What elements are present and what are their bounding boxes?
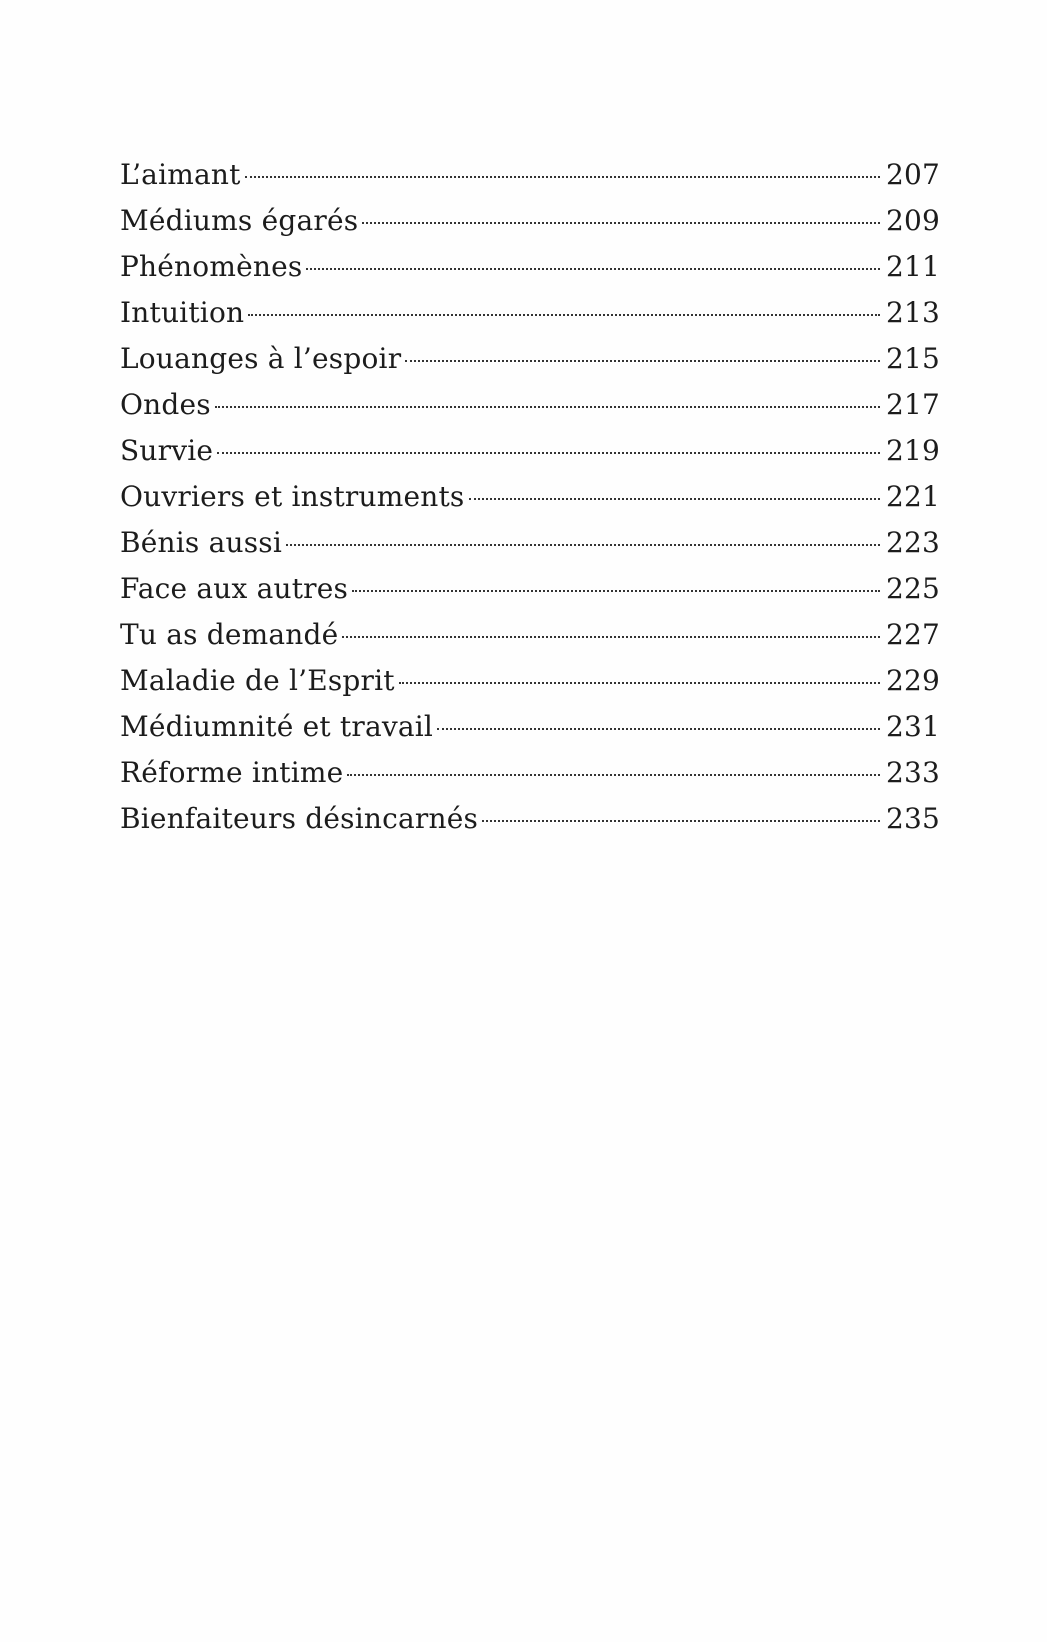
toc-entry-page: 207 [885, 158, 940, 191]
toc-entry-title: Intuition [120, 296, 245, 329]
toc-entry-page: 227 [885, 618, 940, 651]
toc-entry-title: Louanges à l’espoir [120, 342, 402, 375]
toc-entry-page: 225 [885, 572, 940, 605]
dot-leader [215, 406, 880, 408]
toc-entry [120, 382, 940, 428]
toc-entry [120, 290, 940, 336]
dot-leader [405, 360, 880, 362]
toc-entry [120, 244, 940, 290]
toc-entry [120, 198, 940, 244]
dot-leader [482, 820, 880, 822]
toc-entry-page: 235 [885, 802, 940, 835]
toc-entry-title: Réforme intime [120, 756, 344, 789]
toc-entry-title: Face aux autres [120, 572, 349, 605]
toc-entry-title: Médiumnité et travail [120, 710, 434, 743]
dot-leader [437, 728, 880, 730]
toc-entry-page: 223 [885, 526, 940, 559]
toc-entry-title: Ouvriers et instruments [120, 480, 465, 513]
toc-entry-page: 213 [885, 296, 940, 329]
toc-entry [120, 658, 940, 704]
toc-entry [120, 750, 940, 796]
dot-leader [362, 222, 880, 224]
toc-entry [120, 428, 940, 474]
dot-leader [352, 590, 880, 592]
dot-leader [306, 268, 880, 270]
dot-leader [217, 452, 880, 454]
toc-entry-page: 229 [885, 664, 940, 697]
toc-entry [120, 336, 940, 382]
dot-leader [347, 774, 880, 776]
toc-entry-title: Survie [120, 434, 214, 467]
toc-entry [120, 704, 940, 750]
toc-entry-title: Tu as demandé [120, 618, 339, 651]
toc-entry-page: 219 [885, 434, 940, 467]
dot-leader [342, 636, 880, 638]
toc-entry-title: Phénomènes [120, 250, 303, 283]
toc-entry-page: 217 [885, 388, 940, 421]
dot-leader [286, 544, 880, 546]
toc-entry-page: 215 [885, 342, 940, 375]
toc-entry-title: Médiums égarés [120, 204, 359, 237]
toc-entry-title: Maladie de l’Esprit [120, 664, 395, 697]
toc-entry-page: 231 [885, 710, 940, 743]
toc-entry [120, 474, 940, 520]
toc-entry-title: Ondes [120, 388, 211, 421]
toc-entry-title: Bénis aussi [120, 526, 283, 559]
toc-entry [120, 520, 940, 566]
dot-leader [399, 682, 880, 684]
toc-entry-page: 211 [885, 250, 940, 283]
toc-entry-page: 209 [885, 204, 940, 237]
table-of-contents [120, 152, 940, 842]
dot-leader [248, 314, 880, 316]
toc-entry [120, 152, 940, 198]
toc-entry [120, 612, 940, 658]
toc-entry-page: 221 [885, 480, 940, 513]
toc-entry-page: 233 [885, 756, 940, 789]
dot-leader [245, 176, 880, 178]
toc-entry [120, 566, 940, 612]
toc-entry [120, 796, 940, 842]
toc-entry-title: Bienfaiteurs désincarnés [120, 802, 479, 835]
dot-leader [469, 498, 880, 500]
toc-entry-title: L’aimant [120, 158, 241, 191]
